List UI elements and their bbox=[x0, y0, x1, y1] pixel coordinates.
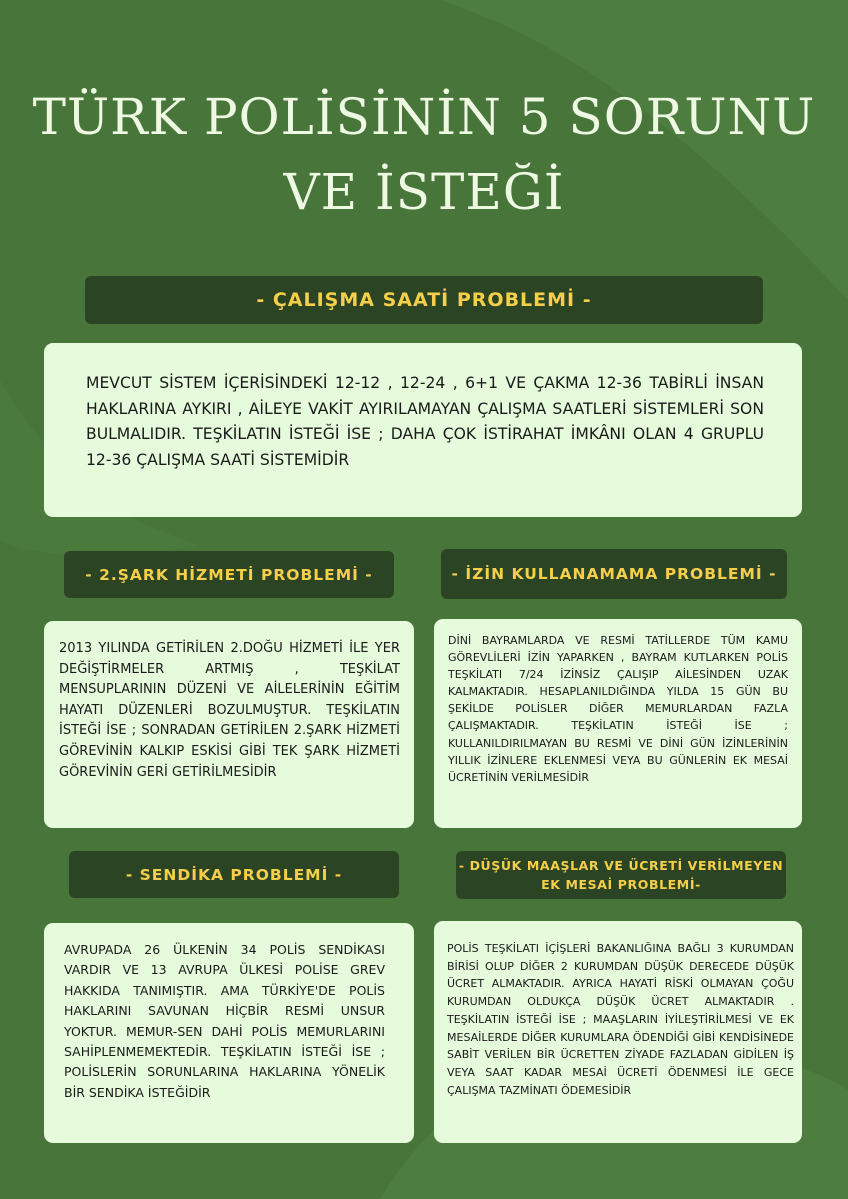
sendika-heading bbox=[69, 851, 399, 898]
page-title-line1: TÜRK POLİSİNİN 5 SORUNU bbox=[32, 88, 816, 146]
izin-body: DİNİ BAYRAMLARDA VE RESMİ TATİLLERDE TÜM KAMU GÖREVLİLERİ İZİN YAPARKEN , BAYRAM KUTLARKEN POLİS TEŞKİLATI 7/24 İZİNSİZ ÇALIŞIP AİLESİNDEN UZAK KALMAKTADIR. HESAPLANILDIĞINDA YILDA 15 GÜN BU ŞEKİLDE POLİSLER DİĞER MEMURLARDAN FAZLA ÇALIŞMAKTADIR. TEŞKİLATIN İSTEĞİ İSE ; KULLANILDIRILMAYAN BU RESMİ VE DİNİ GÜN İZİNLERİNİN YILLIK İZİNLERE EKLENMESİ VEYA BU GÜNLERİN EK MESAİ ÜCRETİNİN VERİLMESİDİR bbox=[448, 634, 788, 784]
sendika-card bbox=[44, 923, 414, 1143]
sark-hizmeti-card bbox=[44, 621, 414, 828]
maas-heading-line2: EK MESAİ PROBLEMİ- bbox=[541, 877, 701, 892]
maas-heading bbox=[456, 851, 786, 899]
page-title-line2: VE İSTEĞİ bbox=[283, 163, 565, 221]
sendika-heading-text: - SENDİKA PROBLEMİ - bbox=[125, 865, 343, 884]
maas-heading-line1: - DÜŞÜK MAAŞLAR VE ÜCRETİ VERİLMEYEN bbox=[458, 858, 784, 873]
sark-hizmeti-heading bbox=[64, 551, 394, 598]
sark-hizmeti-body: 2013 YILINDA GETİRİLEN 2.DOĞU HİZMETİ İLE YER DEĞİŞTİRMELER ARTMIŞ , TEŞKİLAT MENSUPLARININ DÜZENİ VE AİLELERİNİN EĞİTİM HAYATI DÜZENLERİ BOZULMUŞTUR. TEŞKİLATIN İSTEĞİ İSE ; SONRADAN GETİRİLEN 2.ŞARK HİZMETİ GÖREVİNİN KALKIP ESKİSİ GİBİ TEK ŞARK HİZMETİ GÖREVİNİN GERİ GETİRİLMESİDİR bbox=[59, 641, 400, 780]
calisma-saati-body: MEVCUT SİSTEM İÇERİSİNDEKİ 12-12 , 12-24 , 6+1 VE ÇAKMA 12-36 TABİRLİ İNSAN HAKLARINA AYKIRI , AİLEYE VAKİT AYIRILAMAYAN ÇALIŞMA SAATLERİ SİSTEMLERİ SON BULMALIDIR. TEŞKİLATIN İSTEĞİ İSE ; DAHA ÇOK İSTİRAHAT İMKÂNI OLAN 4 GRUPLU 12-36 ÇALIŞMA SAATİ SİSTEMİDİR bbox=[86, 374, 764, 469]
maas-card bbox=[434, 921, 802, 1143]
izin-heading bbox=[441, 549, 787, 599]
maas-body: POLİS TEŞKİLATI İÇİŞLERİ BAKANLIĞINA BAĞLI 3 KURUMDAN BİRİSİ OLUP DİĞER 2 KURUMDAN DÜŞÜK DERECEDE DÜŞÜK ÜCRET ALMAKTADIR. AYRICA HAYATİ RİSKİ OLMAYAN ÇOĞU KURUMDAN OLDUKÇA DÜŞÜK ÜCRET ALMAKTADIR . TEŞKİLATIN İSTEĞİ İSE ; MAAŞLARIN İYİLEŞTİRİLMESİ VE EK MESAİLERDE DİĞER KURUMLARA ÖDENDİĞİ GİBİ KENDİSİNEDE SABİT VERİLEN BİR ÜCRETTEN ZİYADE FAZLADAN GİDİLEN İŞ VEYA SAAT KADAR MESAİ ÜCRETİ ÖDENMESİ İLE GECE ÇALIŞMA TAZMİNATI ÖDEMESİDİR bbox=[447, 942, 794, 1097]
calisma-saati-heading bbox=[85, 276, 763, 324]
izin-heading-text: - İZİN KULLANAMAMA PROBLEMİ - bbox=[451, 565, 777, 583]
sark-hizmeti-heading-text: - 2.ŞARK HİZMETİ PROBLEMİ - bbox=[85, 565, 373, 584]
calisma-saati-card bbox=[44, 343, 802, 517]
izin-card bbox=[434, 619, 802, 828]
sendika-body: AVRUPADA 26 ÜLKENİN 34 POLİS SENDİKASI VARDIR VE 13 AVRUPA ÜLKESİ POLİSE GREV HAKKIDA TANIMIŞTIR. AMA TÜRKİYE'DE POLİS HAKLARINI SAVUNAN HİÇBİR RESMİ UNSUR YOKTUR. MEMUR-SEN DAHİ POLİS MEMURLARINI SAHİPLENMEMEKTEDİR. TEŞKİLATIN İSTEĞİ İSE ; POLİSLERİN SORUNLARINA HAKLARINA YÖNELİK BİR SENDİKA İSTEĞİDİR bbox=[64, 942, 385, 1100]
calisma-saati-heading-text: - ÇALIŞMA SAATİ PROBLEMİ - bbox=[256, 289, 592, 311]
